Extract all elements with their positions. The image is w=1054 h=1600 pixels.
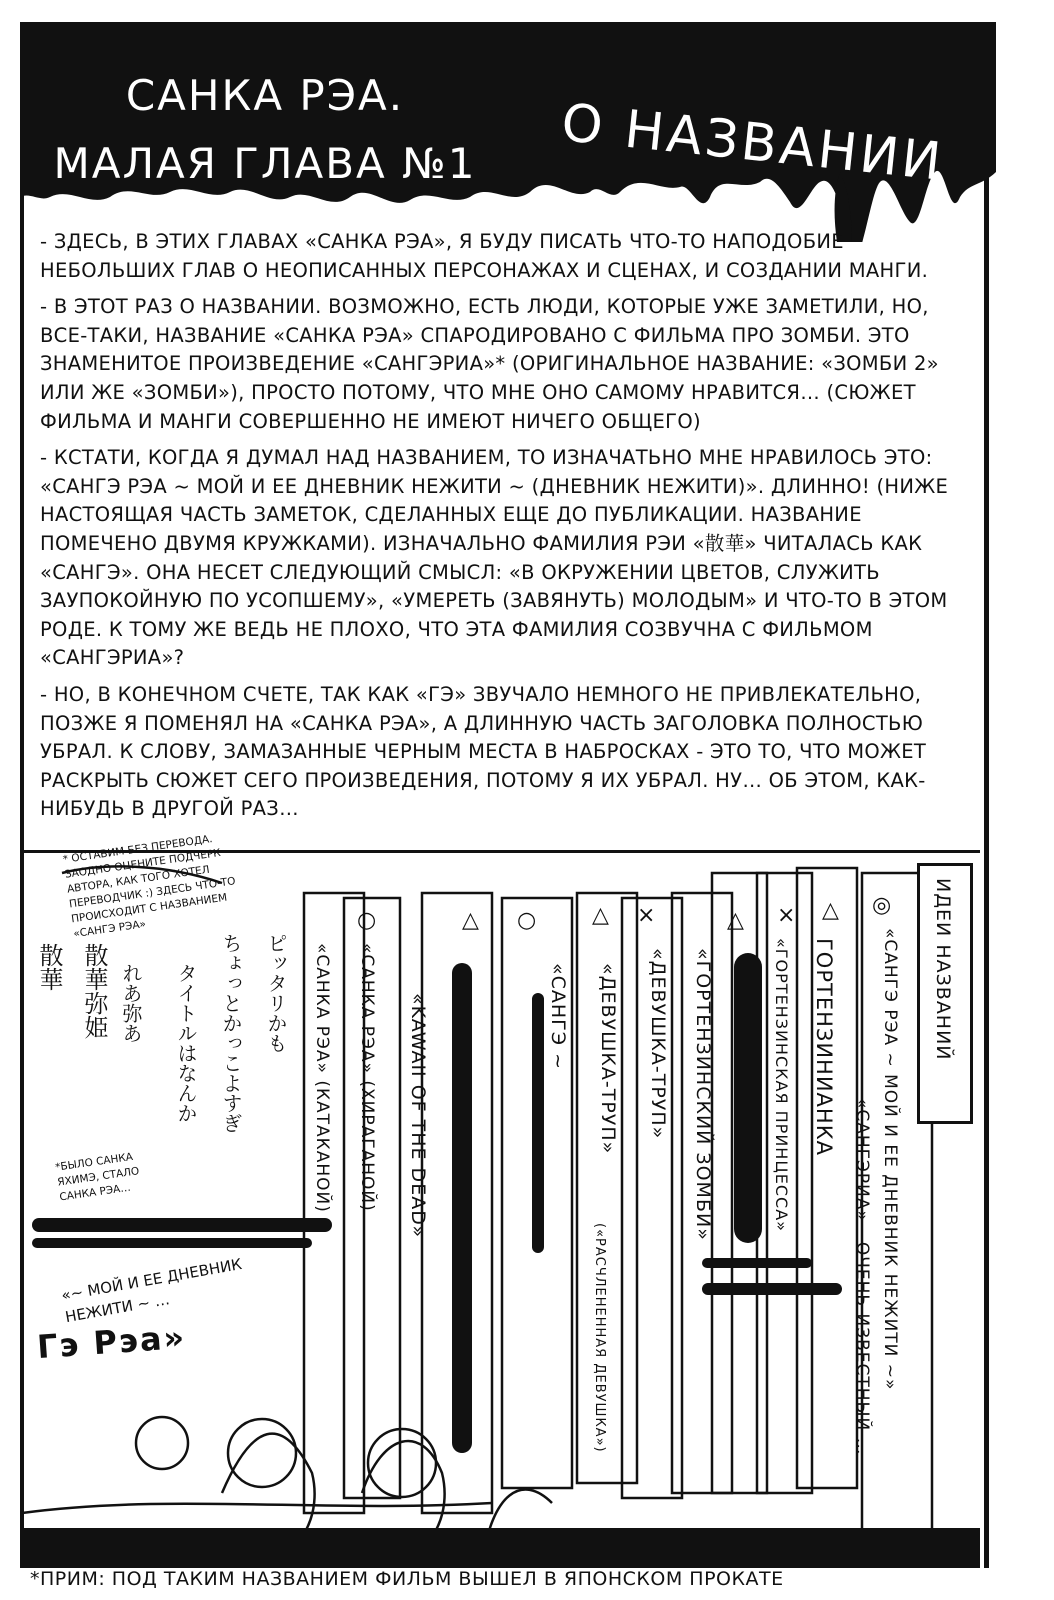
mark-3: △: [462, 908, 479, 933]
jp-chars-3: れあ弥あ: [119, 963, 143, 1043]
jp-chars-4: タイトルはなんか: [174, 963, 198, 1123]
paragraph-1: - ЗДЕСЬ, В ЭТИХ ГЛАВАХ «САНКА РЭА», Я БУДУ ПИСАТЬ ЧТО-ТО НАПОДОБИЕ НЕБОЛЬШИХ ГЛАВ О НЕОПИСАННЫХ ПЕРСОНАЖАХ И СЦЕНАХ, И СОЗДАНИИ МАНГИ.: [40, 230, 929, 282]
mark-7: △: [727, 908, 744, 933]
paragraph-2: - В ЭТОТ РАЗ О НАЗВАНИИ. ВОЗМОЖНО, ЕСТЬ ЛЮДИ, КОТОРЫЕ УЖЕ ЗАМЕТИЛИ, НО, ВСЕ-ТАКИ, НАЗВАНИЕ «САНКА РЭА» СПАРОДИРОВАНО С ФИЛЬМА ПРО ЗОМБИ. ЭТО ЗНАМЕНИТОЕ ПРОИЗВЕДЕНИЕ «САНГЭРИА»* (ОРИГИНАЛЬНОЕ НАЗВАНИЕ: «ЗОМБИ 2» ИЛИ ЖЕ «ЗОМБИ»), ПРОСТО ПОТОМУ, ЧТО МНЕ ОНО САМОМУ НРАВИТСЯ… (СЮЖЕТ ФИЛЬМА И МАНГИ СОВЕРШЕННО НЕ ИМЕЮТ НИЧЕГО ОБЩЕГО): [40, 295, 939, 433]
jp-chars-1: 散華: [35, 943, 63, 991]
mark-9: △: [822, 898, 839, 923]
sketch-drawing: [22, 853, 980, 1568]
mark-1: ○: [357, 908, 377, 933]
jp-chars-2: 散華弥姫: [80, 943, 108, 1039]
title-idea-9: ГОРТЕНЗИНИАНКА: [812, 938, 836, 1156]
mark-10: ◎: [872, 893, 892, 918]
body-text: [40, 228, 970, 832]
chapter-title-line1: САНКА РЭА.: [125, 71, 405, 120]
ideas-box: [917, 863, 973, 1124]
mark-4: ○: [517, 908, 537, 933]
jp-chars-5: ちょっとかっこよすぎ: [219, 933, 243, 1133]
title-idea-4: «САНГЭ ~: [547, 963, 569, 1070]
paragraph-4: - НО, В КОНЕЧНОМ СЧЕТЕ, ТАК КАК «ГЭ» ЗВУЧАЛО НЕМНОГО НЕ ПРИВЛЕКАТЕЛЬНО, ПОЗЖЕ Я ПОМЕНЯЛ НА «САНКА РЭА», А ДЛИННУЮ ЧАСТЬ ЗАГОЛОВКА ПОЛНОСТЬЮ УБРАЛ. К СЛОВУ, ЗАМАЗАННЫЕ ЧЕРНЫМ МЕСТА В НАБРОСКАХ - ЭТО ТО, ЧТО МОЖЕТ РАСКРЫТЬ СЮЖЕТ СЕГО ПРОИЗВЕДЕНИЯ, ПОТОМУ Я ИХ УБРАЛ. НУ… ОБ ЭТОМ, КАК-НИБУДЬ В ДРУГОЙ РАЗ…: [40, 682, 927, 821]
title-idea-5: «ДЕВУШКА-ТРУП»: [597, 963, 619, 1155]
title-idea-10: «САНГЭ РЭА ~ МОЙ И ЕЕ ДНЕВНИК НЕЖИТИ ~»: [880, 928, 900, 1391]
mark-8: ×: [777, 903, 796, 928]
subnote-dismembered: («РАСЧЛЕНЕННАЯ ДЕВУШКА»): [592, 1223, 607, 1453]
chapter-title-line2: МАЛАЯ ГЛАВА №1: [53, 139, 477, 188]
header-banner: [20, 22, 996, 232]
ge-rea-label: Гэ Рэа»: [35, 1317, 188, 1367]
title-idea-8: «ГОРТЕНЗИНСКАЯ ПРИНЦЕССА»: [772, 938, 791, 1232]
paragraph-3: - КСТАТИ, КОГДА Я ДУМАЛ НАД НАЗВАНИЕМ, ТО ИЗНАЧАТЬНО МНЕ НРАВИЛОСЬ ЭТО: «САНГЭ РЭА ~ МОЙ И ЕЕ ДНЕВНИК НЕЖИТИ ~ (ДНЕВНИК НЕЖИТИ)». ДЛИННО! (НИЖЕ НАСТОЯЩАЯ ЧАСТЬ ЗАМЕТОК, СДЕЛАННЫХ ЕЩЕ ДО ПУБЛИКАЦИИ. НАЗВАНИЕ ПОМЕЧЕНО ДВУМЯ КРУЖКАМИ). ИЗНАЧАЛЬНО ФАМИЛИЯ РЭИ «散華» ЧИТАЛАСЬ КАК «САНГЭ». ОНА НЕСЕТ СЛЕДУЮЩИЙ СМЫСЛ: «В ОКРУЖЕНИИ ЦВЕТОВ, СЛУЖИТЬ ЗАУПОКОЙНУЮ ПО УСОПШЕМУ», «УМЕРЕТЬ (ЗАВЯНУТЬ) МОЛОДЫМ» И ЧТО-ТО В ЭТОМ РОДЕ. К ТОМУ ЖЕ ВЕДЬ НЕ ПЛОХО, ЧТО ЭТА ФАМИЛИЯ СОЗВУЧНА С ФИЛЬМОМ «САНГЭРИА»?: [40, 446, 949, 670]
title-idea-2: «САНКА РЭА» (ХИРАГАНОЙ): [357, 943, 377, 1212]
subtitle-note: «~ МОЙ И ЕЕ ДНЕВНИК НЕЖИТИ ~ …: [59, 1255, 244, 1327]
section-title: О НАЗВАНИИ: [558, 92, 947, 193]
chapter-title: [50, 62, 480, 198]
ideas-box-title: ИДЕИ НАЗВАНИЙ: [932, 878, 954, 1061]
jp-chars-6: ピッタリかも: [264, 933, 288, 1053]
translator-note: * ОСТАВИМ БЕЗ ПЕРЕВОДА. ЗАОДНО ОЦЕНИТЕ ПОДЧЕРК АВТОРА, КАК ТОГО ХОТЕЛ ПЕРЕВОДЧИК :) ЗДЕСЬ ЧТО-ТО ПРОИСХОДИТ С НАЗВАНИЕМ «САНГЭ РЭА»: [62, 832, 237, 941]
title-idea-6: «ДЕВУШКА-ТРУП»: [647, 948, 669, 1140]
title-idea-1: «САНКА РЭА» (КАТАКАНОЙ): [312, 943, 332, 1213]
title-idea-7: «ГОРТЕНЗИНСКИЙ ЗОМБИ»: [692, 948, 714, 1241]
mark-5: △: [592, 903, 609, 928]
title-idea-3: «KAWAII OF THE DEAD»: [407, 993, 429, 1239]
title-idea-11: «САНГЭРИА» - ОЧЕНЬ ИЗВЕСТНЫЙ …: [852, 1098, 872, 1456]
was-note: *БЫЛО САНКА ЯХИМЭ, СТАЛО САНКА РЭА…: [54, 1150, 140, 1204]
footnote: *ПРИМ: ПОД ТАКИМ НАЗВАНИЕМ ФИЛЬМ ВЫШЕЛ В ЯПОНСКОМ ПРОКАТЕ: [30, 1568, 784, 1590]
sketch-area: [22, 832, 980, 1568]
mark-6: ×: [637, 903, 656, 928]
